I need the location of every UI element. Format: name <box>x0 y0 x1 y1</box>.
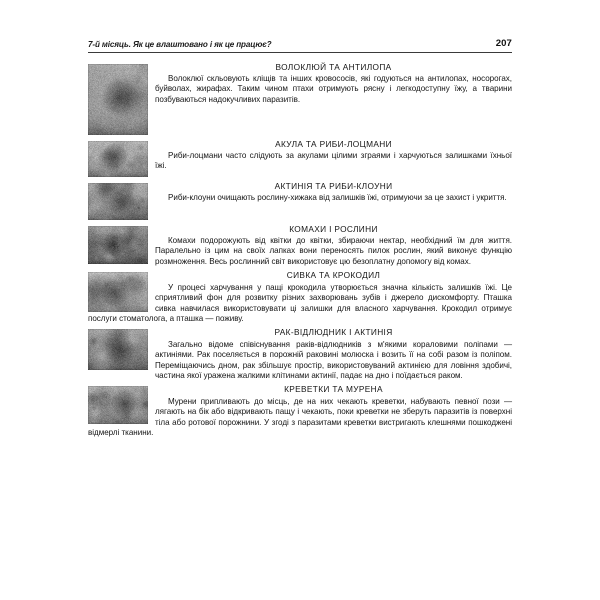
article-body-aktyniya: Риби-клоуни очищають рослину-хижака від залишків їжі, отримуючи за це захист і укриття. <box>168 193 507 202</box>
article-aktyniya <box>88 181 512 221</box>
article-akula <box>88 139 512 178</box>
article-list <box>88 62 512 439</box>
article-komakhy <box>88 224 512 268</box>
page-number: 207 <box>495 38 512 49</box>
article-heading-akula: АКУЛА ТА РИБИ-ЛОЦМАНИ <box>275 138 392 149</box>
article-image-aktyniya <box>88 183 148 220</box>
running-head-title: 7-й місяць. Як це влаштовано і як це працює? <box>88 40 272 49</box>
article-image-syvka <box>88 272 148 312</box>
article-heading-syvka: СИВКА ТА КРОКОДИЛ <box>286 270 381 281</box>
article-rak <box>88 327 512 381</box>
article-body-voloklyui: Волоклюї скльовують кліщів та інших кровососів, які годуються на антилопах, носорогах, буйволах, жирафах. Таким чином птахи отримують рясну і легкодоступну їжу, а тварини позбуваються надокучливих паразитів. <box>155 74 512 104</box>
article-krevetky <box>88 384 512 438</box>
article-image-akula <box>88 141 148 177</box>
article-heading-voloklyui: ВОЛОКЛЮЙ ТА АНТИЛОПА <box>275 61 392 72</box>
article-syvka <box>88 270 512 324</box>
article-image-rak <box>88 329 148 370</box>
article-body-syvka: У процесі харчування у пащі крокодила утворюється значна кількість залишків їжі. Це сприятливий фон для розвитку різних захворювань зубів і джерело дискомфорту. Пташка сивка навчилася використовувати ці залишки для власного харчування. Крокодил отримує послуги стоматолога, а пташка — поживу. <box>88 282 512 323</box>
article-heading-aktyniya: АКТИНІЯ ТА РИБИ-КЛОУНИ <box>274 180 393 191</box>
article-heading-krevetky: КРЕВЕТКИ ТА МУРЕНА <box>284 384 383 395</box>
article-body-rak: Загально відоме співіснування раків-відлюдників з м'якими кораловими поліпами — актиніями. Рак поселяється в порожній раковині молюска і возить її на собі разом із поліпом. Переміщаючись дном, рак збільшує простір, використовуваний актинією для ловіння здобичі, частина якої уражена жалкими клітинами актинії, падає на дно і поїдається раком. <box>155 339 512 381</box>
article-image-komakhy <box>88 226 148 264</box>
article-body-komakhy: Комахи подорожують від квітки до квітки, збираючи нектар, необхідний їм для життя. Паралельно із цим на своїх лапках вони переносять пилок рослин, який виконує функцію розмноження. Весь рослинний світ використовує цю безоплатну допомогу від комах. <box>155 236 512 266</box>
article-body-krevetky: Мурени припливають до місць, де на них чекають креветки, набувають певної пози — лягають на бік або відкривають пащу і чекають, поки креветки не зберуть паразитів із поверхні тіла або ротової порожнини. У згоді з паразитами креветки вистригають клешнями пошкоджені відмерлі тканини. <box>88 396 512 438</box>
article-image-krevetky <box>88 386 148 424</box>
running-head <box>88 38 512 53</box>
article-voloklyui <box>88 62 512 136</box>
article-image-voloklyui <box>88 64 148 135</box>
article-body-akula: Риби-лоцмани часто слідують за акулами цілими зграями і харчуються залишками їхньої їжі. <box>155 151 512 171</box>
article-heading-rak: РАК-ВІДЛЮДНИК І АКТИНІЯ <box>274 327 393 338</box>
article-heading-komakhy: КОМАХИ І РОСЛИНИ <box>289 223 378 234</box>
